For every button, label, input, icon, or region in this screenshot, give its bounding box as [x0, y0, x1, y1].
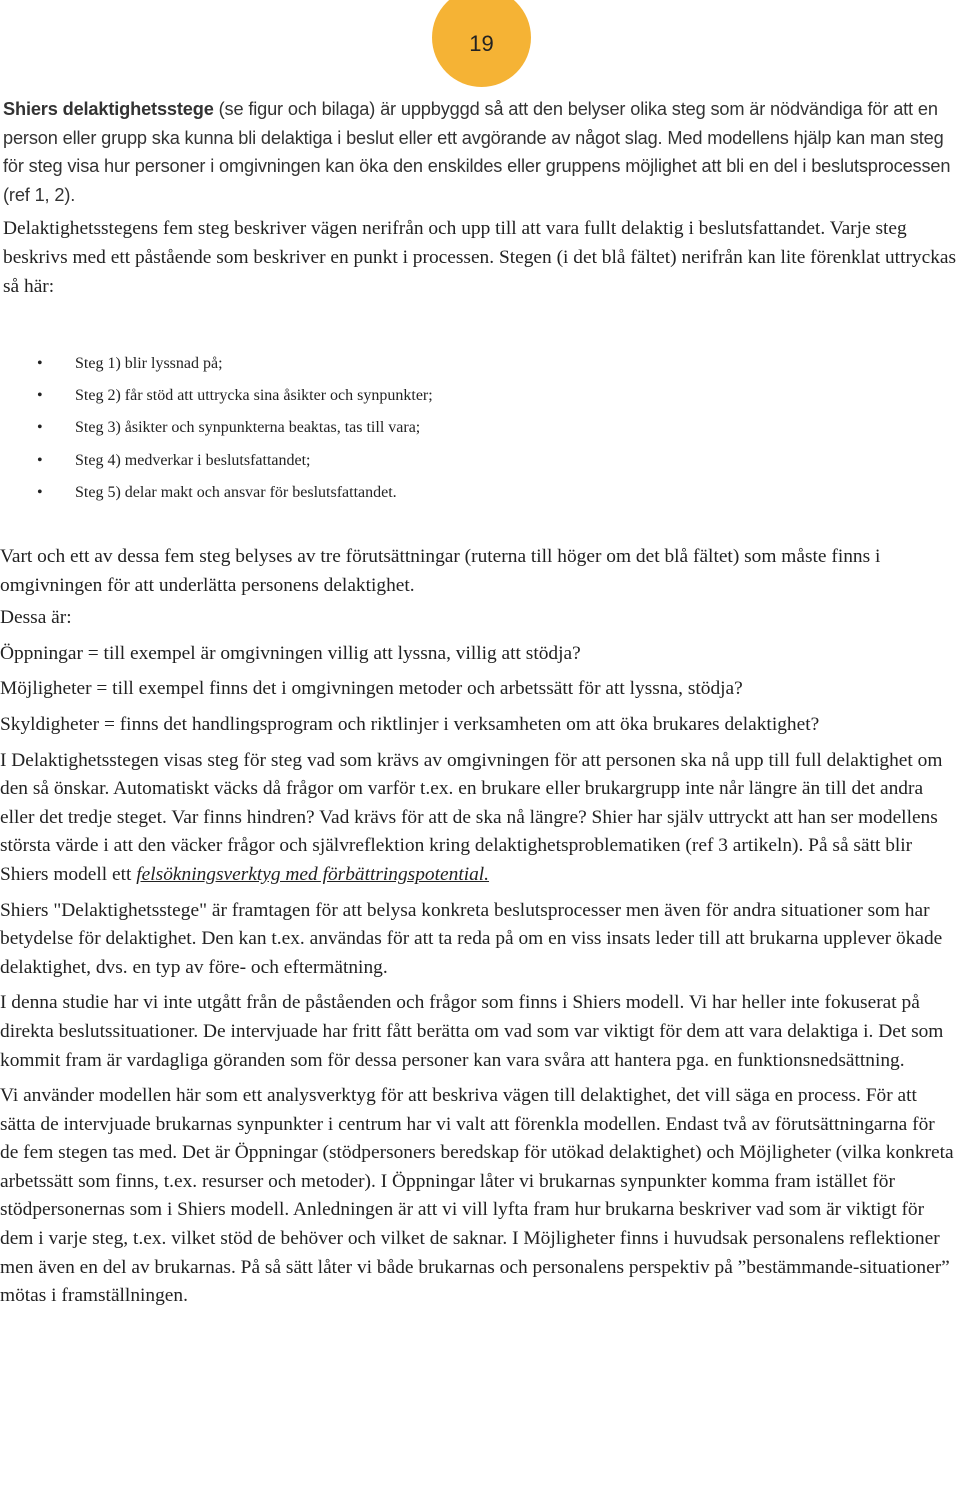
list-item: [0, 479, 900, 511]
paragraph-shiers-ladder: Shiers "Delaktighetsstege" är framtagen för att belysa konkreta beslutsprocesser men även för andra situationer som har betydelse för delaktighet. Den kan t.ex. användas för att ta reda på om en viss insats leder till att brukarna upplever ökade delaktighet, dvs. en typ av före- och eftermätning.: [0, 899, 943, 978]
bullet-icon: •: [37, 387, 43, 405]
paragraph-openings: Öppningar = till exempel är omgivningen villig att lyssna, villig att stödja?: [0, 642, 581, 664]
list-item: [0, 382, 900, 414]
bullet-icon: •: [37, 483, 43, 501]
steps-list: [0, 350, 900, 511]
steps-description-paragraph: Delaktighetsstegens fem steg beskriver vägen nerifrån och upp till att vara fullt delaktig i beslutsfattandet. Varje steg beskrivs med ett påstående som beskriver en punkt i processen. Stegen (i det blå fältet) nerifrån kan lite förenklat uttryckas så här:: [3, 218, 957, 297]
bullet-icon: •: [37, 419, 43, 437]
list-item: [0, 414, 900, 446]
paragraph-these-are: Dessa är:: [0, 607, 72, 629]
paragraph-ladder-text: I Delaktighetsstegen visas steg för steg vad som krävs av omgivningen för att personen ska nå upp till full delaktighet om den så önskar. Automatiskt väcks då frågor om varför t.ex. en brukare eller brukargrupp inte når längre än till det andra eller det tredje steget. Var finns hindren? Vad krävs för att de ska nå längre? Shier har själv uttryckt att han ser modellens största värde i att den väcker frågor och självreflektion kring delaktighetsproblematiken (ref 3 artikeln). På så sätt blir Shiers modell ett: [0, 749, 943, 885]
model-name: Shiers delaktighetsstege: [3, 99, 214, 119]
emphasized-phrase: felsökningsverktyg med förbättringspotential.: [136, 863, 490, 885]
list-item: [0, 447, 900, 479]
paragraph-analysis-tool: Vi använder modellen här som ett analysverktyg för att beskriva vägen till delaktighet, det vill säga en process. För att sätta de intervjuade brukarnas synpunkter i centrum har vi valt att förenkla modellen. Endast två av förutsättningarna för de fem stegen tas med. Det är Öppningar (stödpersoners beredskap för utökad delaktighet) och Möjligheter (vilka konkreta arbetssätt som finns, t.ex. resurser och metoder). I Öppningar låter vi brukarnas synpunkter komma fram istället för stödpersonernas som i Shiers modell. Anledningen är att vi vill lyfta fram hur brukarna beskriver vad som är viktigt för dem i varje steg, t.ex. vilket stöd de behöver och vilket de saknar. I Möjligheter finns i huvudsak personalens reflektioner men även en del av brukarnas. På så sätt låter vi både brukarnas och personalens perspektiv på ”bestämmande-situationer” mötas i framställningen.: [0, 1085, 954, 1307]
paragraph-conditions: Vart och ett av dessa fem steg belyses av tre förutsättningar (ruterna till höger om det blå fältet) som måste finns i omgivningen för att underlätta personens delaktighet.: [0, 546, 881, 596]
step-text: Steg 5) delar makt och ansvar för beslutsfattandet.: [75, 483, 397, 501]
paragraph-this-study: I denna studie har vi inte utgått från de påståenden och frågor som finns i Shiers modell. Vi har heller inte fokuserat på direkta beslutssituationer. De intervjuade har fritt fått berätta om vad som var viktigt för dem att vara delaktiga i. Det som kommit fram är vardagliga göranden som för dessa personer kan vara svåra att hantera pga. en funktionsnedsättning.: [0, 992, 944, 1071]
document-body-continued: [0, 543, 955, 1318]
step-text: Steg 4) medverkar i beslutsfattandet;: [75, 451, 311, 469]
step-text: Steg 3) åsikter och synpunkterna beaktas, tas till vara;: [75, 419, 421, 437]
paragraph-obligations: Skyldigheter = finns det handlingsprogram och riktlinjer i verksamheten om att öka brukares delaktighet?: [0, 713, 820, 735]
bullet-icon: •: [37, 355, 43, 372]
intro-paragraph: [3, 95, 958, 209]
step-text: Steg 1) blir lyssnad på;: [75, 355, 223, 372]
intro-text: (se figur och bilaga) är uppbyggd så att den belyser olika steg som är nödvändiga för att en person eller grupp ska kunna bli delaktiga i beslut eller ett avgörande av något slag. Med modellens hjälp kan man steg för steg visa hur personer i omgivningen kan öka den enskildes eller gruppens möjlighet att bli en del i beslutsprocessen (ref 1, 2).: [3, 99, 951, 205]
page-number-badge: [432, 0, 531, 87]
bullet-icon: •: [37, 451, 43, 469]
document-body: [3, 95, 958, 308]
page-number: 19: [469, 30, 494, 56]
paragraph-possibilities: Möjligheter = till exempel finns det i omgivningen metoder och arbetssätt för att lyssna, stödja?: [0, 678, 743, 700]
list-item: [0, 350, 900, 382]
step-text: Steg 2) får stöd att uttrycka sina åsikter och synpunkter;: [75, 387, 433, 405]
paragraph-ladder-shows: [0, 747, 955, 890]
